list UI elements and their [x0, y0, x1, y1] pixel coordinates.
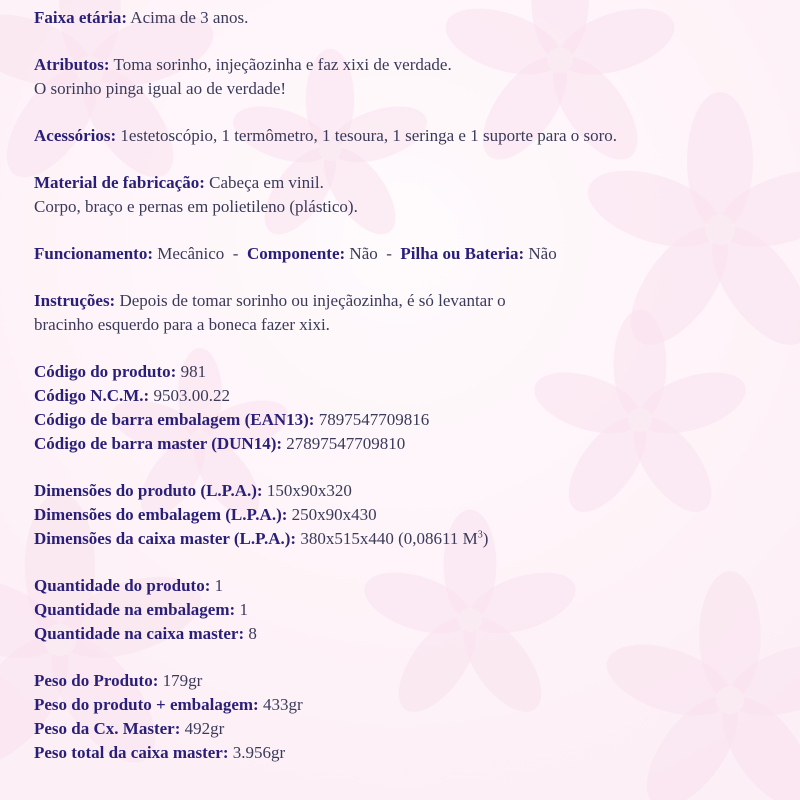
operation-label: Funcionamento: — [34, 244, 153, 263]
master-box-dimensions-value: 380x515x440 (0,08611 M — [296, 529, 478, 548]
attributes-group — [34, 53, 790, 101]
accessories-line — [34, 124, 790, 148]
material-line — [34, 171, 790, 195]
instructions-line — [34, 289, 790, 313]
product-code-line — [34, 360, 790, 384]
master-box-quantity-line — [34, 622, 790, 646]
product-weight-value: 179gr — [158, 671, 203, 690]
product-code-value: 981 — [176, 362, 207, 381]
ncm-code-line — [34, 384, 790, 408]
package-dimensions-line — [34, 503, 790, 527]
cubic-superscript: 3 — [477, 529, 483, 541]
accessories-value: 1estetoscópio, 1 termômetro, 1 tesoura, 1 seringa e 1 suporte para o soro. — [116, 126, 618, 145]
operation-group — [34, 242, 790, 266]
operation-value: Mecânico — [153, 244, 225, 263]
product-code-label: Código do produto: — [34, 362, 177, 381]
attributes-label: Atributos: — [34, 55, 110, 74]
quantities-group — [34, 574, 790, 646]
accessories-group — [34, 124, 790, 148]
age-range-group — [34, 6, 790, 30]
dun14-code-value: 27897547709810 — [282, 434, 406, 453]
age-range-value: Acima de 3 anos. — [127, 8, 249, 27]
product-package-weight-value: 433gr — [258, 695, 303, 714]
material-line-2: Corpo, braço e pernas em polietileno (plástico). — [34, 197, 358, 216]
ean13-code-line — [34, 408, 790, 432]
master-box-weight-value: 492gr — [180, 719, 225, 738]
instructions-label: Instruções: — [34, 291, 116, 310]
ean13-code-value: 7897547709816 — [314, 410, 430, 429]
ncm-code-value: 9503.00.22 — [149, 386, 230, 405]
product-spec-sheet — [34, 6, 790, 788]
master-box-total-weight-value: 3.956gr — [228, 743, 286, 762]
master-box-quantity-label: Quantidade na caixa master: — [34, 624, 245, 643]
attributes-line-2: O sorinho pinga igual ao de verdade! — [34, 79, 287, 98]
operation-line — [34, 242, 790, 266]
component-value: Não — [345, 244, 378, 263]
age-range-label: Faixa etária: — [34, 8, 127, 27]
product-dimensions-line — [34, 479, 790, 503]
component-label: Componente: — [246, 244, 346, 263]
ean13-code-label: Código de barra embalagem (EAN13): — [34, 410, 315, 429]
accessories-label: Acessórios: — [34, 126, 117, 145]
master-box-quantity-value: 8 — [244, 624, 257, 643]
dimensions-group — [34, 479, 790, 551]
product-dimensions-value: 150x90x320 — [262, 481, 352, 500]
instructions-value: Depois de tomar sorinho ou injeçãozinha, é só levantar o — [115, 291, 506, 310]
master-box-dimensions-suffix: ) — [482, 529, 489, 548]
material-value: Cabeça em vinil. — [204, 173, 324, 192]
master-box-weight-line — [34, 717, 790, 741]
dun14-code-line — [34, 432, 790, 456]
package-quantity-line — [34, 598, 790, 622]
dun14-code-label: Código de barra master (DUN14): — [34, 434, 283, 453]
age-range-line — [34, 6, 790, 30]
master-box-dimensions-line — [34, 527, 790, 551]
codes-group — [34, 360, 790, 456]
package-quantity-label: Quantidade na embalagem: — [34, 600, 236, 619]
material-label: Material de fabricação: — [34, 173, 205, 192]
weights-group — [34, 669, 790, 765]
product-quantity-label: Quantidade do produto: — [34, 576, 211, 595]
product-quantity-line — [34, 574, 790, 598]
master-box-total-weight-line — [34, 741, 790, 765]
instructions-group — [34, 289, 790, 337]
product-dimensions-label: Dimensões do produto (L.P.A.): — [34, 481, 263, 500]
product-package-weight-label: Peso do produto + embalagem: — [34, 695, 259, 714]
package-dimensions-value: 250x90x430 — [287, 505, 377, 524]
package-dimensions-label: Dimensões do embalagem (L.P.A.): — [34, 505, 288, 524]
separator-1: - — [224, 244, 247, 263]
master-box-total-weight-label: Peso total da caixa master: — [34, 743, 229, 762]
ncm-code-label: Código N.C.M.: — [34, 386, 150, 405]
attributes-line — [34, 53, 790, 77]
attributes-value: Toma sorinho, injeçãozinha e faz xixi de verdade. — [109, 55, 452, 74]
material-group — [34, 171, 790, 219]
package-quantity-value: 1 — [235, 600, 248, 619]
master-box-dimensions-label: Dimensões da caixa master (L.P.A.): — [34, 529, 297, 548]
instructions-line-2: bracinho esquerdo para a boneca fazer xixi. — [34, 315, 330, 334]
battery-value: Não — [524, 244, 557, 263]
battery-label: Pilha ou Bateria: — [400, 244, 525, 263]
product-quantity-value: 1 — [210, 576, 224, 595]
product-package-weight-line — [34, 693, 790, 717]
separator-2: - — [377, 244, 401, 263]
product-weight-line — [34, 669, 790, 693]
product-weight-label: Peso do Produto: — [34, 671, 159, 690]
master-box-weight-label: Peso da Cx. Master: — [34, 719, 181, 738]
